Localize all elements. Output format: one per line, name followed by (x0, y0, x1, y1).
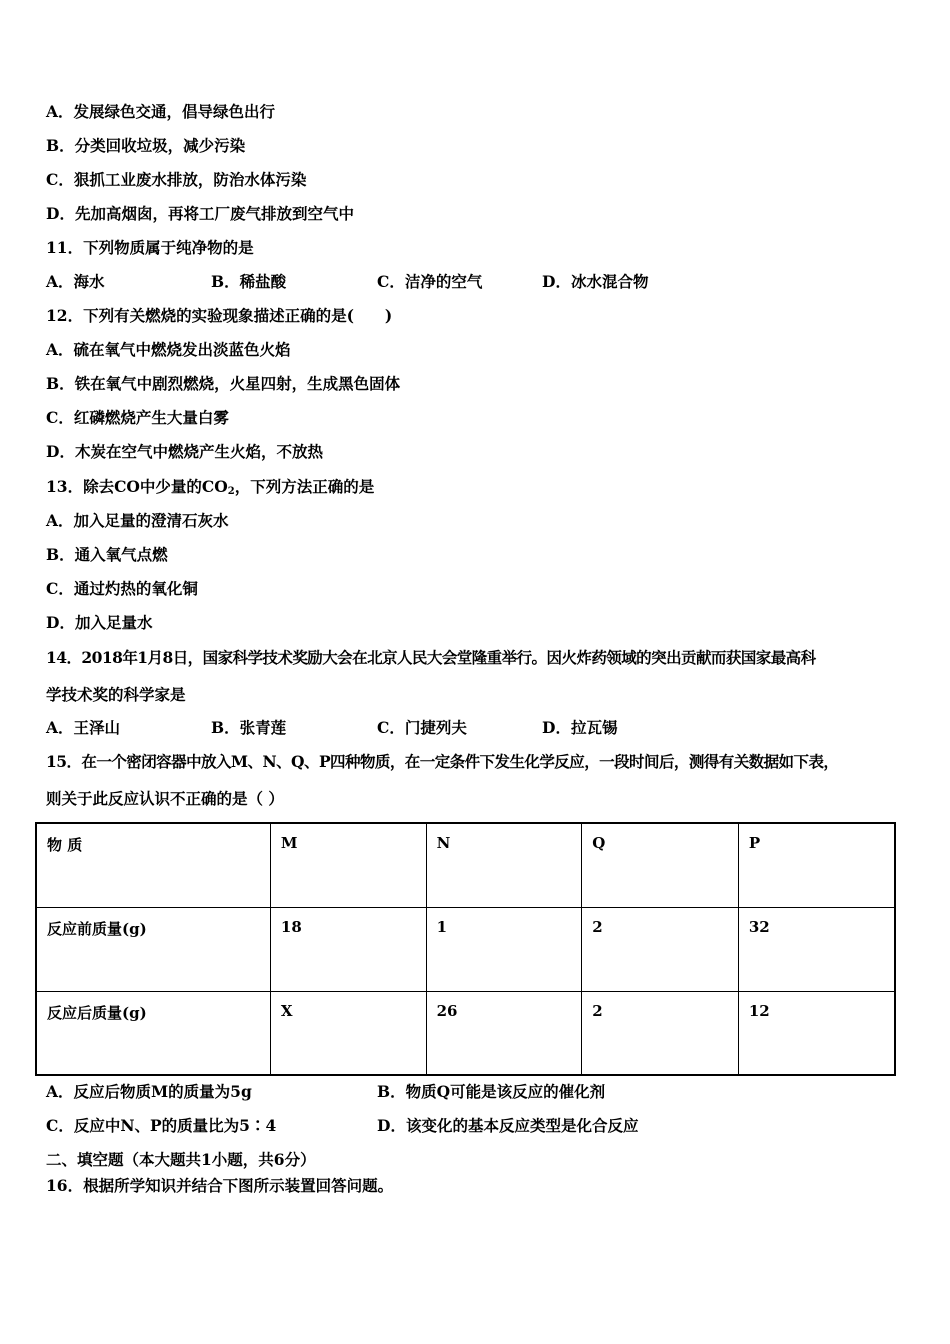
table-cell: 18 (270, 907, 426, 991)
q13-option-b: B．通入氧气点燃 (46, 545, 168, 564)
q15-option-c: C．反应中N、P的质量比为5∶4 (46, 1116, 277, 1135)
q12-option-c: C．红磷燃烧产生大量白雾 (46, 408, 229, 427)
q13-stem-subscript: 2 (227, 486, 235, 497)
q14-option-d: D．拉瓦锡 (542, 718, 618, 737)
table-cell: 反应后质量(g) (36, 991, 270, 1075)
table-header-cell: M (270, 823, 426, 907)
table-cell: 反应前质量(g) (36, 907, 270, 991)
q10-option-c: C．狠抓工业废水排放，防治水体污染 (46, 170, 307, 189)
q14-option-a: A．王泽山 (46, 718, 121, 737)
q12-option-b: B．铁在氧气中剧烈燃烧，火星四射，生成黑色固体 (46, 374, 401, 393)
q10-option-a: A．发展绿色交通，倡导绿色出行 (46, 102, 276, 121)
q11-stem: 11．下列物质属于纯净物的是 (46, 238, 254, 257)
table-header-cell: Q (582, 823, 739, 907)
q12-stem: 12．下列有关燃烧的实验现象描述正确的是( ) (46, 306, 393, 325)
q14-option-b: B．张青莲 (211, 718, 287, 737)
table-cell: 12 (738, 991, 895, 1075)
q11-option-a: A．海水 (46, 272, 105, 291)
table-cell: 2 (582, 991, 739, 1075)
table-row (36, 907, 895, 991)
table-header-cell: P (738, 823, 895, 907)
q15-data-table (35, 822, 896, 1076)
table-cell: X (270, 991, 426, 1075)
table-cell: 2 (582, 907, 739, 991)
q13-stem (46, 477, 374, 497)
q15-stem-line1: 15．在一个密闭容器中放入M、N、Q、P四种物质，在一定条件下发生化学反应，一段时间后，测得有关数据如下表， (46, 752, 839, 771)
q14-stem-line1: 14．2018年1月8日，国家科学技术奖励大会在北京人民大会堂隆重举行。因火炸药领域的突出贡献而获国家最高科 (46, 648, 816, 667)
section-heading: 二、填空题（本大题共1小题，共6分） (46, 1150, 316, 1169)
q15-option-b: B．物质Q可能是该反应的催化剂 (377, 1082, 606, 1101)
table-row (36, 991, 895, 1075)
q16-stem: 16．根据所学知识并结合下图所示装置回答问题。 (46, 1176, 394, 1195)
q12-option-d: D．木炭在空气中燃烧产生火焰，不放热 (46, 442, 323, 461)
table-cell: 32 (738, 907, 895, 991)
q10-option-d: D．先加高烟囱，再将工厂废气排放到空气中 (46, 204, 354, 223)
q11-option-b: B．稀盐酸 (211, 272, 287, 291)
q12-option-a: A．硫在氧气中燃烧发出淡蓝色火焰 (46, 340, 291, 359)
q13-option-a: A．加入足量的澄清石灰水 (46, 511, 229, 530)
table-cell: 1 (426, 907, 582, 991)
table-header-row (36, 823, 895, 907)
q15-stem-line2: 则关于此反应认识不正确的是（ ） (46, 789, 284, 808)
q13-option-c: C．通过灼热的氧化铜 (46, 579, 198, 598)
q10-option-b: B．分类回收垃圾，减少污染 (46, 136, 246, 155)
table-header-cell: N (426, 823, 582, 907)
q13-option-d: D．加入足量水 (46, 613, 153, 632)
q15-option-a: A．反应后物质M的质量为5g (46, 1082, 252, 1101)
table-header-cell: 物 质 (36, 823, 270, 907)
q11-option-d: D．冰水混合物 (542, 272, 649, 291)
q13-stem-text-end: ，下列方法正确的是 (234, 477, 375, 496)
q14-stem-line2: 学技术奖的科学家是 (46, 685, 186, 704)
q13-stem-text: 13．除去CO中少量的CO (46, 477, 228, 496)
table-cell: 26 (426, 991, 582, 1075)
q11-option-c: C．洁净的空气 (377, 272, 483, 291)
q14-option-c: C．门捷列夫 (377, 718, 467, 737)
q15-option-d: D．该变化的基本反应类型是化合反应 (377, 1116, 639, 1135)
